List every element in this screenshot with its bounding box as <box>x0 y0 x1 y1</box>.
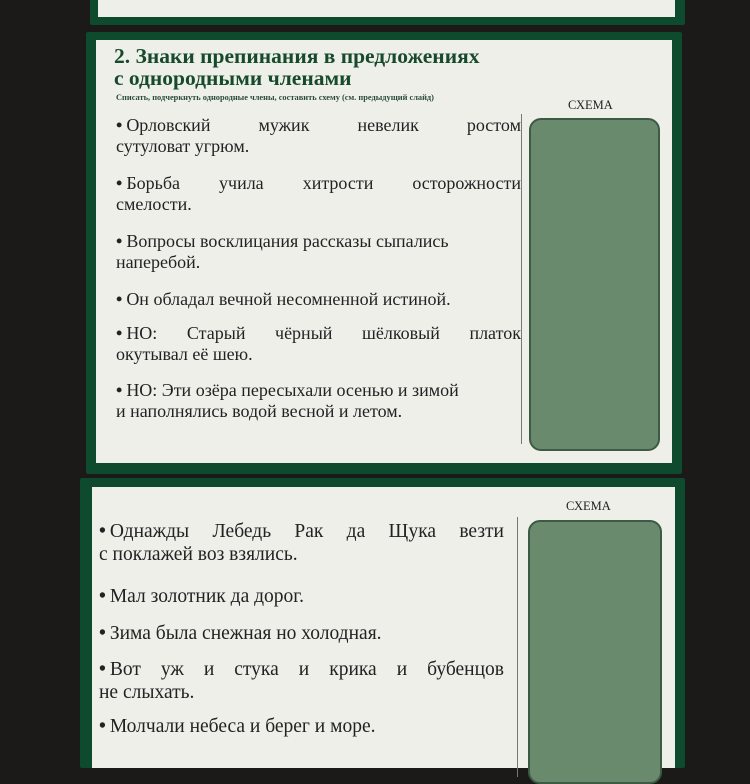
sentence-continuation: и наполнялись водой весной и летом. <box>116 401 403 421</box>
slide-panel <box>96 40 672 463</box>
schema-box <box>529 118 660 451</box>
sentence-word: и <box>396 659 408 680</box>
sentence-item <box>116 323 521 365</box>
previous-slide-panel <box>98 0 675 17</box>
bullet-icon: • <box>99 586 106 607</box>
sentence-word: Борьба <box>126 173 181 193</box>
sentence-word: учила <box>219 173 264 193</box>
sentence-word: шёлковый <box>361 323 440 343</box>
schema-box-2 <box>528 520 662 784</box>
sentence-line <box>116 380 521 401</box>
sentence-line <box>116 173 521 194</box>
slide-punctuation <box>86 32 682 474</box>
sentence-word: платок <box>469 323 521 343</box>
column-divider-2 <box>517 517 518 777</box>
sentence-line <box>116 323 521 344</box>
sentence-word: и <box>203 659 215 680</box>
sentence-line <box>116 231 521 252</box>
slide-title-line2: с однородными членами <box>114 66 352 90</box>
bullet-icon: • <box>116 231 123 251</box>
sentence-continuation: наперебой. <box>116 252 201 272</box>
sentence-word: бубенцов <box>427 659 504 680</box>
sentence-item <box>99 659 504 704</box>
slide-title-line1: 2. Знаки препинания в предложениях <box>114 44 480 68</box>
sentence-item <box>99 521 504 566</box>
bullet-icon: • <box>116 289 123 309</box>
slide-title <box>114 45 479 89</box>
sentence-word: Старый <box>186 323 246 343</box>
column-divider <box>521 114 522 444</box>
sentence-word: Вопросы восклицания рассказы сыпались <box>126 231 449 251</box>
bullet-icon: • <box>116 380 123 400</box>
previous-slide-frame <box>90 0 685 25</box>
sentence-word: везти <box>459 521 504 542</box>
sentence-item <box>99 586 504 609</box>
sentence-word: ростом <box>466 115 521 135</box>
sentence-line <box>99 521 504 544</box>
slide-panel-2 <box>92 487 675 768</box>
sentence-line <box>116 289 521 310</box>
sentence-word: Щука <box>388 521 437 542</box>
bullet-icon: • <box>116 173 123 193</box>
sentence-line <box>99 586 504 609</box>
sentence-word: и <box>298 659 310 680</box>
sentence-word: НО: Эти озёра пересыхали осенью и зимой <box>126 380 459 400</box>
sentence-continuation: окутывал её шею. <box>116 344 253 364</box>
bullet-icon: • <box>116 323 123 343</box>
sentence-line <box>116 115 521 136</box>
schema-label: СХЕМА <box>568 98 613 112</box>
sentence-word: стука <box>234 659 279 680</box>
sentence-word: мужик <box>258 115 310 135</box>
sentence-word: Молчали небеса и берег и море. <box>109 716 376 737</box>
bullet-icon: • <box>99 659 106 680</box>
sentence-line <box>99 623 504 646</box>
bullet-icon: • <box>116 115 123 135</box>
sentence-word: Зима была снежная но холодная. <box>109 623 382 644</box>
slide-instruction: Списать, подчеркнуть однородные члены, составить схему (см. предыдущий слайд) <box>116 93 434 102</box>
sentence-word: Он обладал вечной несомненной истиной. <box>126 289 451 309</box>
schema-label-2: СХЕМА <box>566 499 611 513</box>
sentence-word: уж <box>160 659 184 680</box>
sentence-word: Рак <box>294 521 324 542</box>
sentence-word: Однажды <box>109 521 190 542</box>
sentence-continuation: сутуловат угрюм. <box>116 136 250 156</box>
sentence-line <box>99 659 504 682</box>
sentence-word: да <box>346 521 366 542</box>
sentence-item <box>116 173 521 215</box>
sentence-word: чёрный <box>275 323 333 343</box>
sentence-word: Мал золотник да дорог. <box>109 586 304 607</box>
sentence-continuation: не слыхать. <box>99 681 195 703</box>
slide-sentences <box>80 478 685 768</box>
sentence-word: Вот <box>109 659 141 680</box>
sentence-item <box>116 115 521 157</box>
sentence-word: крика <box>329 659 377 680</box>
bullet-icon: • <box>99 716 106 737</box>
sentence-word: Орловский <box>126 115 211 135</box>
sentence-word: осторожности <box>412 173 521 193</box>
sentence-item <box>116 231 521 273</box>
sentence-item <box>116 289 521 310</box>
sentence-continuation: с поклажей воз взялись. <box>99 543 298 565</box>
sentence-word: невелик <box>357 115 419 135</box>
bullet-icon: • <box>99 521 106 542</box>
sentence-line <box>99 716 504 739</box>
sentence-item <box>116 380 521 422</box>
sentence-word: НО: <box>126 323 158 343</box>
sentence-word: хитрости <box>302 173 374 193</box>
bullet-icon: • <box>99 623 106 644</box>
sentence-item <box>99 623 504 646</box>
sentence-continuation: смелости. <box>116 194 192 214</box>
sentence-item <box>99 716 504 739</box>
sentence-word: Лебедь <box>212 521 272 542</box>
